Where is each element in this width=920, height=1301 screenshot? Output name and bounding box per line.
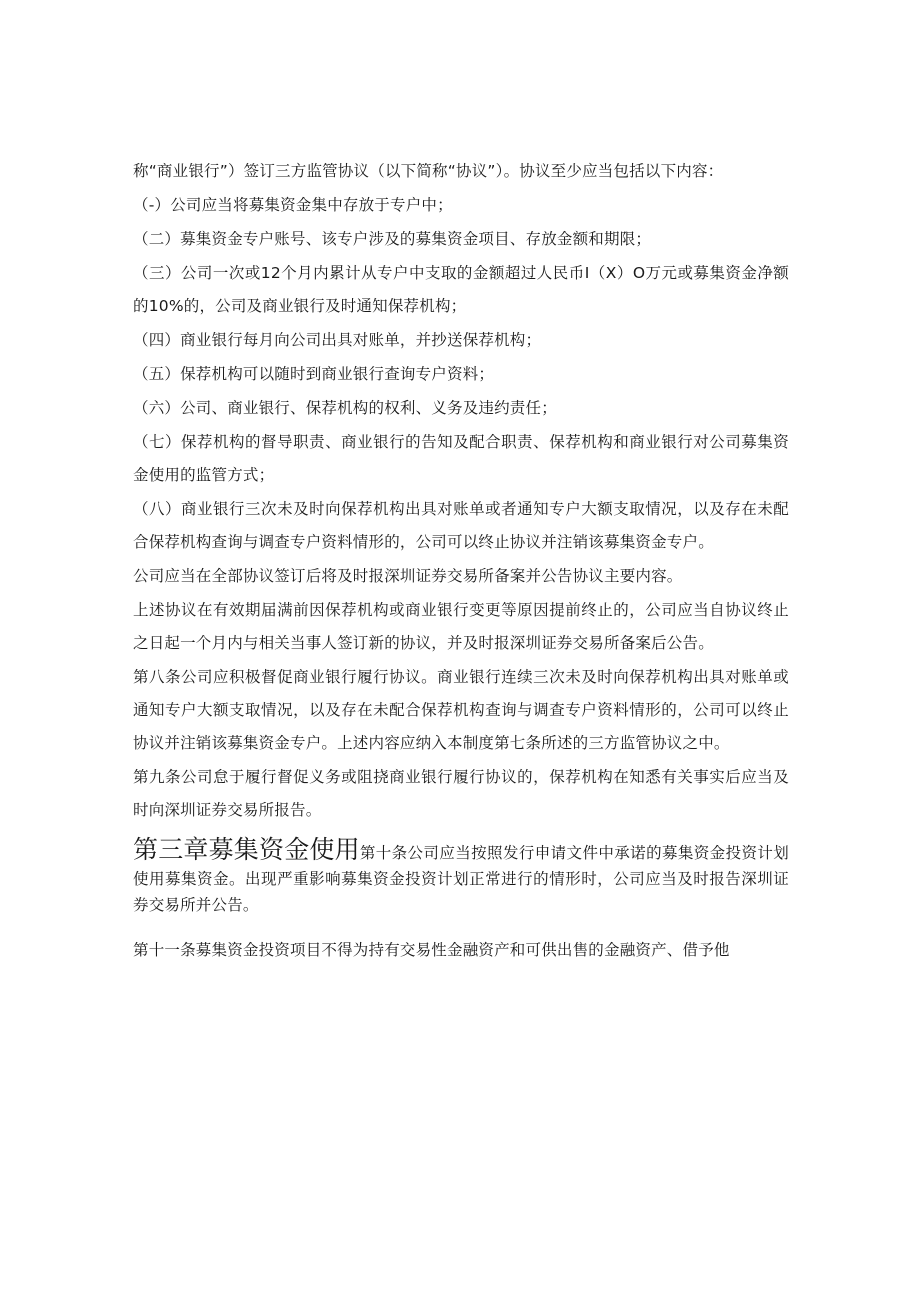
paragraph-article-8: 第八条公司应积极督促商业银行履行协议。商业银行连续三次未及时向保荐机构出具对账单或通知专户大额支取情况，以及存在未配合保荐机构查询与调查专户资料情形的，公司可以终止协议并注销该募集资金专户。上述内容应纳入本制度第七条所述的三方监管协议之中。: [133, 668, 789, 752]
chapter-paragraph: [133, 835, 789, 918]
paragraph-item-8: （八）商业银行三次未及时向保荐机构出具对账单或者通知专户大额支取情况，以及存在未配合保荐机构查询与调查专户资料情形的，公司可以终止协议并注销该募集资金专户。: [133, 500, 789, 551]
paragraph-item-2: （二）募集资金专户账号、该专户涉及的募集资金项目、存放金额和期限；: [133, 230, 652, 248]
paragraph-item-5: （五）保荐机构可以随时到商业银行查询专户资料；: [133, 365, 495, 383]
paragraph-article-11: 第十一条募集资金投资项目不得为持有交易性金融资产和可供出售的金融资产、借予他: [133, 940, 730, 959]
chapter-heading: 第三章募集资金使用: [133, 835, 360, 864]
paragraph-article-9: 第九条公司怠于履行督促义务或阻挠商业银行履行协议的，保荐机构在知悉有关事实后应当及时向深圳证券交易所报告。: [133, 768, 789, 819]
paragraph-item-7: （七）保荐机构的督导职责、商业银行的告知及配合职责、保荐机构和商业银行对公司募集资金使用的监管方式；: [133, 433, 789, 484]
paragraph-item-6: （六）公司、商业银行、保荐机构的权利、义务及违约责任；: [133, 399, 557, 417]
paragraph-item-1: （-）公司应当将募集资金集中存放于专户中；: [133, 196, 453, 214]
paragraph-termination: 上述协议在有效期届满前因保荐机构或商业银行变更等原因提前终止的，公司应当自协议终止之日起一个月内与相关当事人签订新的协议，并及时报深圳证券交易所备案后公告。: [133, 601, 789, 652]
document-body: [133, 155, 789, 968]
paragraph-filing: 公司应当在全部协议签订后将及时报深圳证券交易所备案并公告协议主要内容。: [133, 567, 683, 585]
paragraph-item-4: （四）商业银行每月向公司出具对账单，并抄送保荐机构；: [133, 331, 542, 349]
paragraph-intro: 称“商业银行”）签订三方监管协议（以下简称“协议”）。协议至少应当包括以下内容：: [133, 162, 724, 180]
paragraph-article-10: 第十条公司应当按照发行申请文件中承诺的募集资金投资计划使用募集资金。出现严重影响募集资金投资计划正常进行的情形时，公司应当及时报告深圳证券交易所并公告。: [133, 844, 789, 914]
paragraph-item-3: （三）公司一次或12个月内累计从专户中支取的金额超过人民币I（X）O万元或募集资金净额的10%的，公司及商业银行及时通知保荐机构；: [133, 264, 789, 315]
